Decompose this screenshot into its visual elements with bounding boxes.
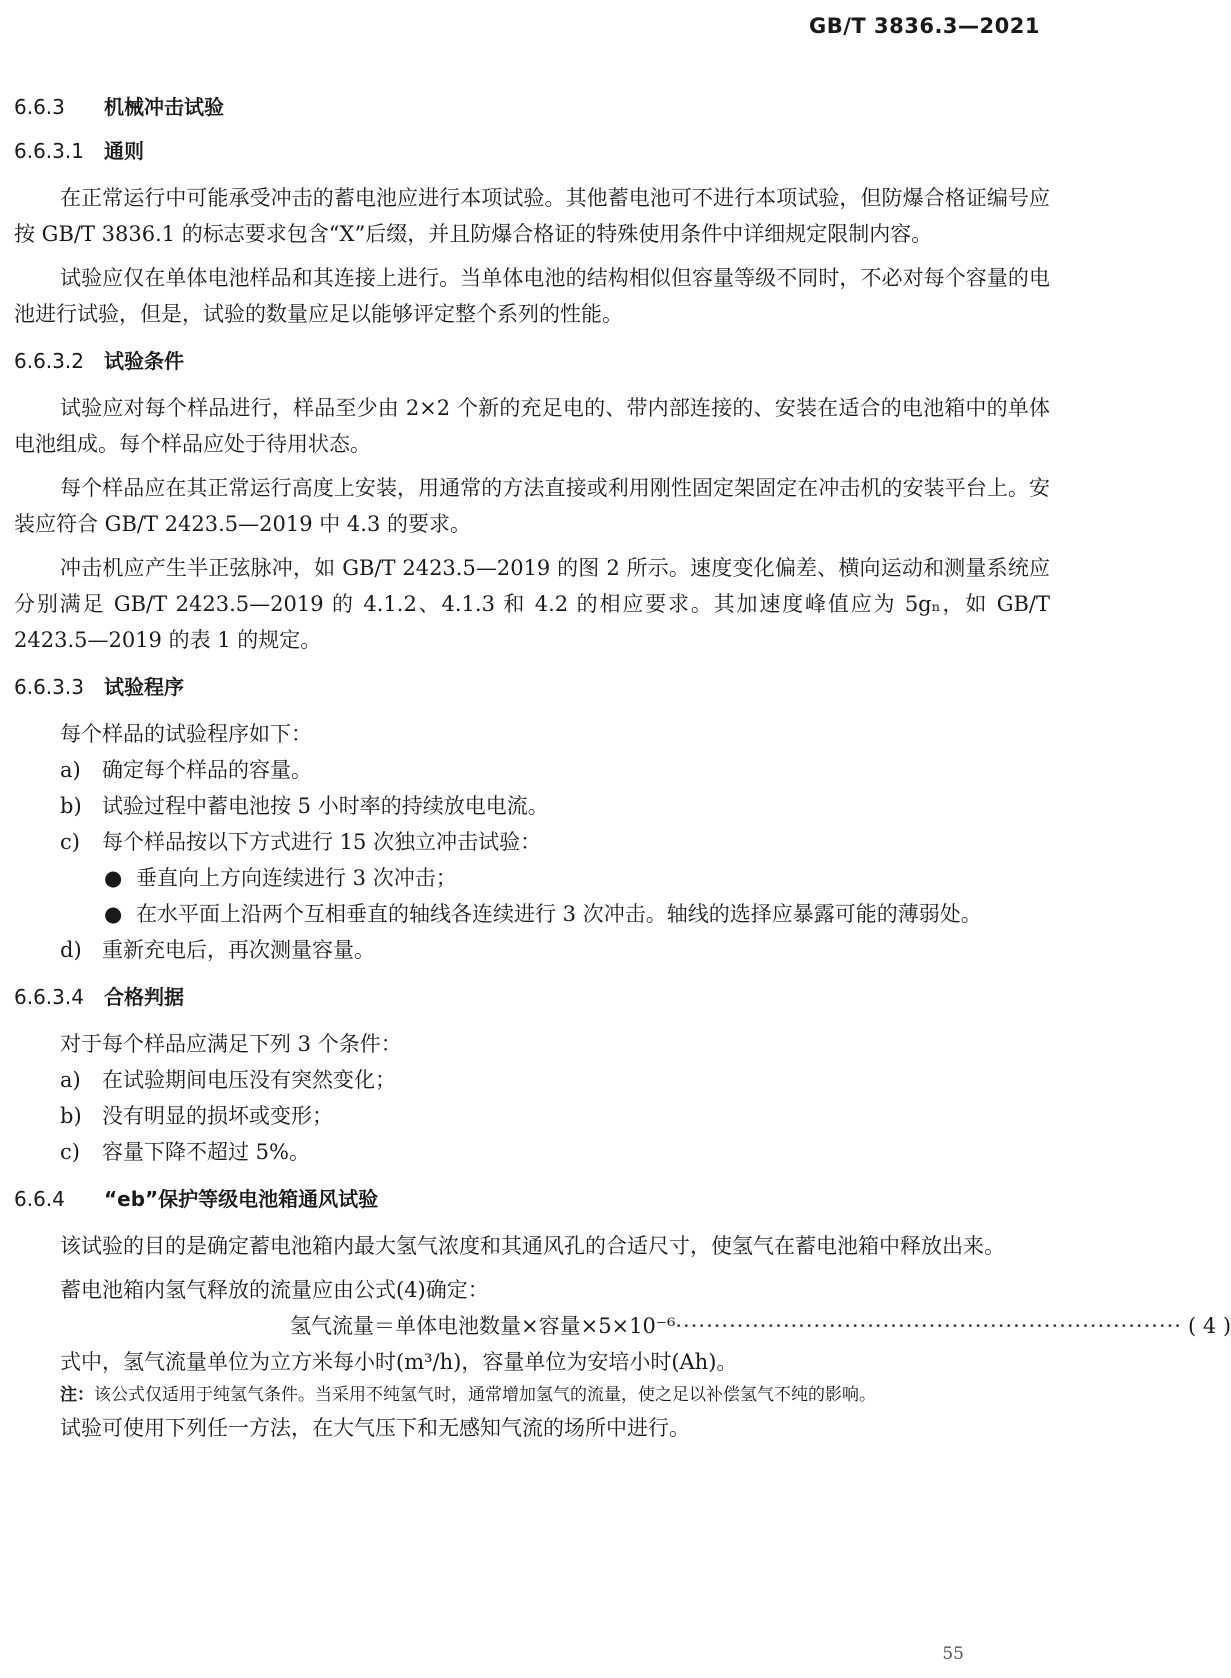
- list-text: 试验过程中蓄电池按 5 小时率的持续放电电流。: [102, 794, 549, 818]
- section-title: 试验程序: [104, 675, 184, 699]
- section-title: 试验条件: [104, 349, 184, 373]
- section-6-6-3-3-heading: [14, 672, 1050, 702]
- section-title: 机械冲击试验: [104, 95, 224, 119]
- formula: [14, 1308, 1231, 1344]
- bullet-icon: ●: [104, 902, 123, 926]
- document-body: [14, 92, 1231, 1446]
- section-number: 6.6.3.4: [14, 985, 84, 1009]
- section-6-6-4-heading: [14, 1184, 1050, 1214]
- note-label: 注：: [60, 1385, 94, 1405]
- section-6-6-3-heading: [14, 92, 1050, 122]
- bullet-text: 垂直向上方向连续进行 3 次冲击；: [136, 866, 457, 890]
- paragraph: 蓄电池箱内氢气释放的流量应由公式(4)确定：: [60, 1278, 489, 1302]
- paragraph: 每个样品应在其正常运行高度上安装，用通常的方法直接或利用刚性固定架固定在冲击机的安装平台上。安装应符合 GB/T 2423.5—2019 中 4.3 的要求。: [14, 476, 1050, 536]
- section-6-6-3-2-heading: [14, 346, 1050, 376]
- list-item: [14, 752, 1050, 788]
- list-intro: 每个样品的试验程序如下：: [60, 722, 312, 746]
- section-6-6-3-1-heading: [14, 136, 1050, 166]
- list-text: 没有明显的损坏或变形；: [102, 1104, 333, 1128]
- formula-explanation: 式中，氢气流量单位为立方米每小时(m³/h)，容量单位为安培小时(Ah)。: [60, 1350, 738, 1374]
- section-number: 6.6.3: [14, 95, 65, 119]
- list-text: 在试验期间电压没有突然变化；: [102, 1068, 396, 1092]
- paragraph: 试验应对每个样品进行，样品至少由 2×2 个新的充足电的、带内部连接的、安装在适合的电池箱中的单体电池组成。每个样品应处于待用状态。: [14, 396, 1050, 456]
- note-text: 该公式仅适用于纯氢气条件。当采用不纯氢气时，通常增加氢气的流量，使之足以补偿氢气不纯的影响。: [94, 1385, 876, 1405]
- list-label: d): [60, 938, 82, 962]
- section-title: 通则: [104, 139, 144, 163]
- bullet-item: [14, 896, 1050, 932]
- section-6-6-3-4-heading: [14, 982, 1050, 1012]
- list-item: [14, 1062, 1050, 1098]
- standard-code: GB/T 3836.3—2021: [808, 14, 1040, 38]
- list-label: a): [60, 1068, 81, 1092]
- list-item: [14, 1098, 1050, 1134]
- list-text: 确定每个样品的容量。: [102, 758, 312, 782]
- list-intro: 对于每个样品应满足下列 3 个条件：: [60, 1032, 402, 1056]
- list-text: 重新充电后，再次测量容量。: [102, 938, 375, 962]
- list-label: a): [60, 758, 81, 782]
- list-label: c): [60, 1140, 80, 1164]
- list-item: [14, 932, 1050, 968]
- section-title: “eb”保护等级电池箱通风试验: [104, 1187, 379, 1211]
- section-number: 6.6.3.1: [14, 139, 84, 163]
- paragraph: 试验应仅在单体电池样品和其连接上进行。当单体电池的结构相似但容量等级不同时，不必对每个容量的电池进行试验，但是，试验的数量应足以能够评定整个系列的性能。: [14, 266, 1050, 326]
- list-label: b): [60, 794, 82, 818]
- paragraph: 冲击机应产生半正弦脉冲，如 GB/T 2423.5—2019 的图 2 所示。速度变化偏差、横向运动和测量系统应分别满足 GB/T 2423.5—2019 的 4.1.2、4.1.3 和 4.2 的相应要求。其加速度峰值应为 5gₙ，如 GB/T 2423.5—2019 的表 1 的规定。: [14, 556, 1050, 652]
- bullet-icon: ●: [104, 866, 123, 890]
- list-text: 每个样品按以下方式进行 15 次独立冲击试验：: [102, 830, 542, 854]
- equation-number: ( 4 ): [1187, 1314, 1231, 1338]
- section-number: 6.6.4: [14, 1187, 65, 1211]
- bullet-text: 在水平面上沿两个互相垂直的轴线各连续进行 3 次冲击。轴线的选择应暴露可能的薄弱处。: [136, 902, 982, 926]
- list-item: [14, 1134, 1050, 1170]
- note: [14, 1380, 1050, 1410]
- bullet-item: [14, 860, 1050, 896]
- list-label: c): [60, 830, 80, 854]
- section-number: 6.6.3.2: [14, 349, 84, 373]
- paragraph: 试验可使用下列任一方法，在大气压下和无感知气流的场所中进行。: [60, 1416, 690, 1440]
- formula-text: 氢气流量＝单体电池数量×容量×5×10⁻⁶: [290, 1314, 676, 1338]
- list-text: 容量下降不超过 5%。: [102, 1140, 310, 1164]
- section-number: 6.6.3.3: [14, 675, 84, 699]
- paragraph: 在正常运行中可能承受冲击的蓄电池应进行本项试验。其他蓄电池可不进行本项试验，但防爆合格证编号应按 GB/T 3836.1 的标志要求包含“X”后缀，并且防爆合格证的特殊使用条件中详细规定限制内容。: [14, 186, 1050, 246]
- list-label: b): [60, 1104, 82, 1128]
- list-item: [14, 788, 1050, 824]
- list-item: [14, 824, 1050, 860]
- paragraph: 该试验的目的是确定蓄电池箱内最大氢气浓度和其通风孔的合适尺寸，使氢气在蓄电池箱中释放出来。: [60, 1234, 1005, 1258]
- formula-leader: ··································································: [675, 1314, 1182, 1338]
- section-title: 合格判据: [104, 985, 184, 1009]
- page-number: 55: [942, 1644, 964, 1664]
